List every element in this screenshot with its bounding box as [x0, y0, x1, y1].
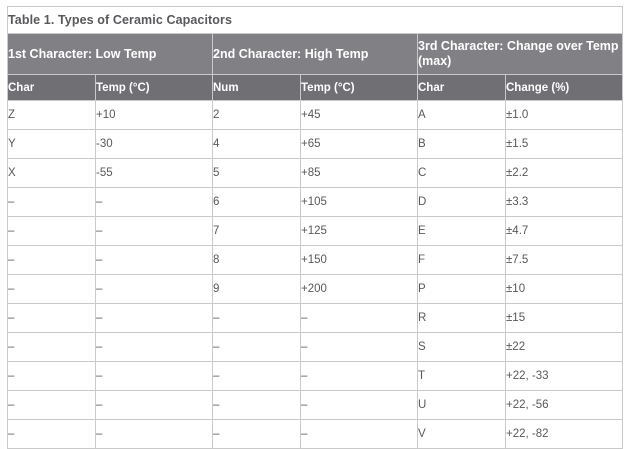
- cell: +22, -82: [506, 420, 623, 449]
- table-row: [8, 188, 623, 217]
- cell: P: [418, 275, 506, 304]
- cell: ±7.5: [506, 246, 623, 275]
- cell: F: [418, 246, 506, 275]
- cell: 7: [213, 217, 301, 246]
- cell: –: [8, 420, 96, 449]
- cell: R: [418, 304, 506, 333]
- cell: D: [418, 188, 506, 217]
- cell: +150: [301, 246, 418, 275]
- cell: –: [8, 275, 96, 304]
- cell: -55: [96, 159, 213, 188]
- cell: +10: [96, 101, 213, 130]
- cell: Z: [8, 101, 96, 130]
- cell: -30: [96, 130, 213, 159]
- cell: +45: [301, 101, 418, 130]
- cell: –: [301, 391, 418, 420]
- cell: +200: [301, 275, 418, 304]
- cell: A: [418, 101, 506, 130]
- cell: –: [8, 217, 96, 246]
- cell: U: [418, 391, 506, 420]
- cell: –: [8, 188, 96, 217]
- cell: –: [301, 333, 418, 362]
- cell: V: [418, 420, 506, 449]
- cell: +125: [301, 217, 418, 246]
- cell: C: [418, 159, 506, 188]
- cell: 8: [213, 246, 301, 275]
- group-header-row: [8, 34, 623, 75]
- table-row: [8, 362, 623, 391]
- cell: ±3.3: [506, 188, 623, 217]
- cell: –: [96, 246, 213, 275]
- cell: T: [418, 362, 506, 391]
- cell: –: [213, 333, 301, 362]
- cell: S: [418, 333, 506, 362]
- cell: –: [8, 391, 96, 420]
- cell: –: [301, 362, 418, 391]
- cell: –: [213, 362, 301, 391]
- cell: –: [301, 304, 418, 333]
- cell: –: [96, 188, 213, 217]
- column-header-num: Num: [213, 75, 301, 101]
- cell: +22, -56: [506, 391, 623, 420]
- table-row: [8, 159, 623, 188]
- table-row: [8, 101, 623, 130]
- cell: ±10: [506, 275, 623, 304]
- table-row: [8, 275, 623, 304]
- table-caption: Table 1. Types of Ceramic Capacitors: [8, 7, 623, 34]
- cell: –: [8, 246, 96, 275]
- ceramic-capacitor-table: [7, 6, 623, 449]
- cell: –: [96, 391, 213, 420]
- cell: 4: [213, 130, 301, 159]
- table-caption-row: [8, 7, 623, 34]
- cell: X: [8, 159, 96, 188]
- table-row: [8, 130, 623, 159]
- table-row: [8, 391, 623, 420]
- cell: –: [213, 391, 301, 420]
- cell: –: [96, 217, 213, 246]
- table-row: [8, 304, 623, 333]
- cell: –: [8, 362, 96, 391]
- cell: +105: [301, 188, 418, 217]
- cell: ±2.2: [506, 159, 623, 188]
- cell: –: [213, 420, 301, 449]
- group-header-low-temp: 1st Character: Low Temp: [8, 34, 213, 75]
- column-header-temp-1: Temp (°C): [96, 75, 213, 101]
- cell: –: [213, 304, 301, 333]
- cell: –: [96, 275, 213, 304]
- table-row: [8, 246, 623, 275]
- cell: –: [96, 304, 213, 333]
- cell: 5: [213, 159, 301, 188]
- column-header-row: [8, 75, 623, 101]
- table-row: [8, 333, 623, 362]
- cell: 6: [213, 188, 301, 217]
- table-row: [8, 420, 623, 449]
- cell: –: [8, 304, 96, 333]
- column-header-change: Change (%): [506, 75, 623, 101]
- cell: –: [96, 420, 213, 449]
- cell: –: [96, 333, 213, 362]
- table-row: [8, 217, 623, 246]
- cell: –: [8, 333, 96, 362]
- cell: ±15: [506, 304, 623, 333]
- column-header-temp-2: Temp (°C): [301, 75, 418, 101]
- cell: +22, -33: [506, 362, 623, 391]
- column-header-char-2: Char: [418, 75, 506, 101]
- cell: ±22: [506, 333, 623, 362]
- cell: ±1.0: [506, 101, 623, 130]
- cell: 2: [213, 101, 301, 130]
- cell: +65: [301, 130, 418, 159]
- cell: +85: [301, 159, 418, 188]
- cell: –: [301, 420, 418, 449]
- group-header-change-over-temp: 3rd Character: Change over Temp (max): [418, 34, 623, 75]
- cell: –: [96, 362, 213, 391]
- cell: E: [418, 217, 506, 246]
- cell: Y: [8, 130, 96, 159]
- cell: ±1.5: [506, 130, 623, 159]
- column-header-char-1: Char: [8, 75, 96, 101]
- group-header-high-temp: 2nd Character: High Temp: [213, 34, 418, 75]
- cell: B: [418, 130, 506, 159]
- cell: 9: [213, 275, 301, 304]
- cell: ±4.7: [506, 217, 623, 246]
